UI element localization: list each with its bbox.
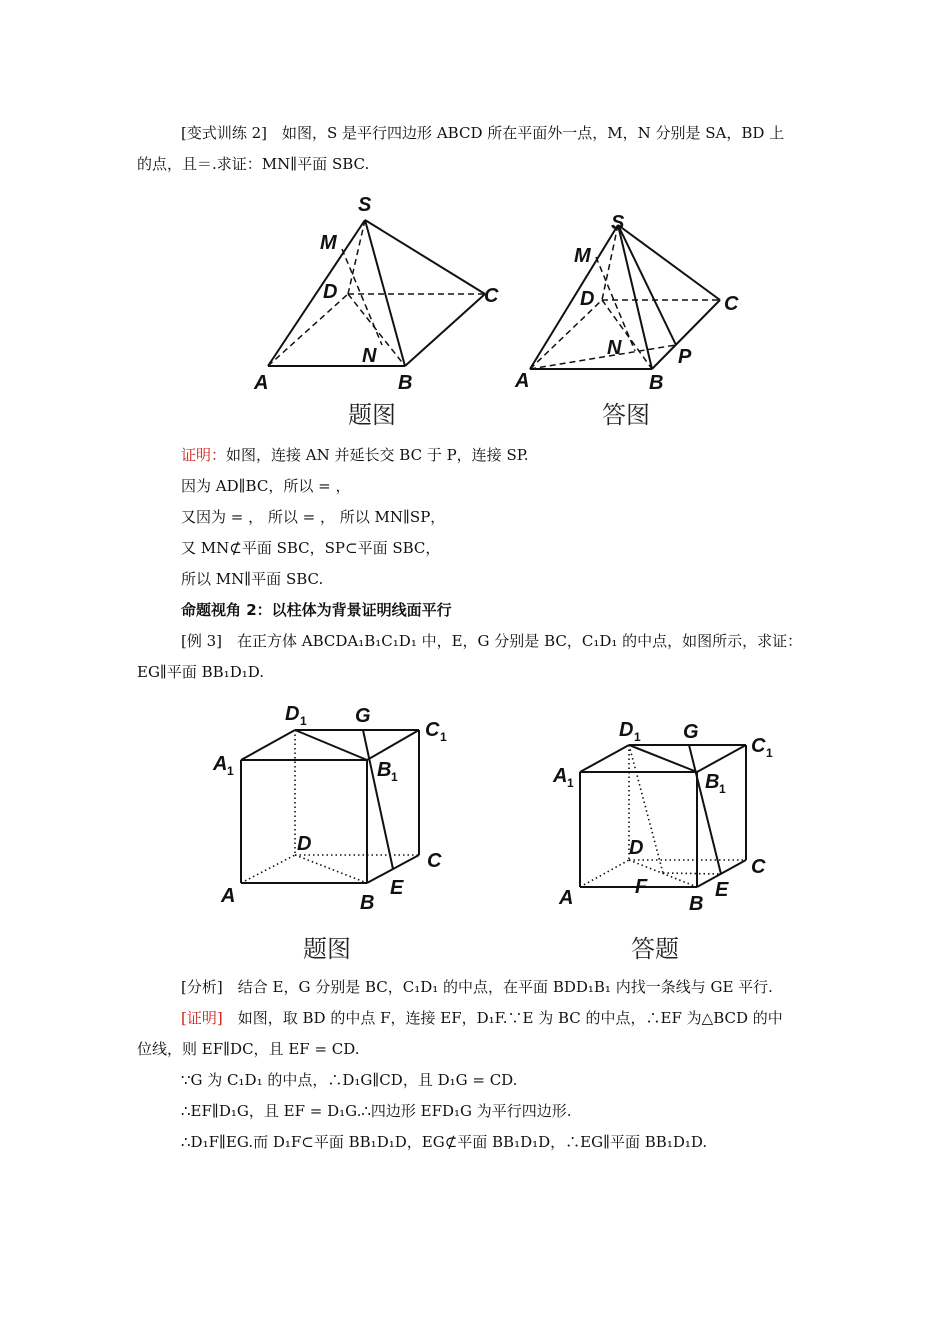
cube-answer-diagram (552, 719, 773, 963)
label-C1-answer-sub: 1 (766, 746, 773, 760)
label-C1-sub: 1 (440, 730, 447, 744)
label-A1-sub: 1 (227, 764, 234, 778)
proof2-line1 (181, 1008, 783, 1028)
label-D1-sub: 1 (300, 714, 307, 728)
proof2-line4: ∴EF∥D₁G，且 EF = D₁G.∴四边形 EFD₁G 为平行四边形. (181, 1102, 572, 1120)
label-B1-sub: 1 (391, 770, 398, 784)
cube-question-diagram (212, 703, 447, 963)
label-B-answer: B (649, 372, 664, 394)
label-M: M (320, 232, 337, 254)
proof2-text1: 如图，取 BD 的中点 F，连接 EF，D₁F.∵E 为 BC 的中点，∴EF 为△BCD 的中 (237, 1009, 783, 1027)
label-C-answer: C (751, 856, 766, 878)
label-B-answer: B (689, 893, 704, 915)
label-B1: B (377, 759, 392, 781)
label-A1-answer-sub: 1 (567, 776, 574, 790)
proof1-line3: 又因为 = ， 所以 = ， 所以 MN∥SP， (181, 508, 446, 526)
proof2-line5: ∴D₁F∥EG.而 D₁F⊂平面 BB₁D₁D，EG⊄平面 BB₁D₁D，∴EG∥平面 BB₁D₁D. (181, 1133, 708, 1151)
label-A1: A (213, 753, 228, 775)
label-B: B (360, 892, 375, 914)
proof2-label: [证明] (181, 1009, 223, 1027)
proof1-label: 证明： (181, 446, 227, 464)
label-D1-answer: D (619, 719, 634, 741)
label-G: G (355, 705, 371, 727)
pyramid-question-diagram (253, 194, 499, 429)
label-D: D (323, 281, 338, 303)
label-A: A (254, 372, 269, 394)
label-G-answer: G (683, 721, 699, 743)
pyramid-figure (230, 185, 790, 435)
analysis-label: [分析] (181, 978, 223, 996)
label-C1-answer: C (751, 735, 766, 757)
label-M-answer: M (574, 245, 591, 267)
label-B1-answer: B (705, 771, 720, 793)
label-D: D (297, 833, 312, 855)
label-A-answer: A (559, 887, 574, 909)
proof1-text1: 如图，连接 AN 并延长交 BC 于 P，连接 SP. (226, 446, 529, 464)
label-D1: D (285, 703, 300, 725)
label-C: C (427, 850, 442, 872)
label-B: B (398, 372, 413, 394)
label-P-answer: P (678, 346, 692, 368)
analysis-text: 结合 E，G 分别是 BC，C₁D₁ 的中点，在平面 BDD₁B₁ 内找一条线与 GE 平行. (237, 978, 773, 996)
proof1-line2: 因为 AD∥BC，所以 = ， (181, 477, 351, 495)
label-N: N (362, 345, 377, 367)
label-E-answer: E (715, 879, 729, 901)
label-F-answer: F (635, 876, 648, 898)
proof2-line3: ∵G 为 C₁D₁ 的中点，∴D₁G∥CD，且 D₁G = CD. (181, 1071, 518, 1089)
analysis-line (181, 977, 773, 997)
label-A: A (221, 885, 236, 907)
proof1-line1 (181, 445, 529, 465)
answer-figure-caption: 答图 (602, 401, 650, 429)
label-D-answer: D (629, 837, 644, 859)
cube-question-caption: 题图 (303, 935, 351, 963)
cube-answer-caption: 答题 (631, 935, 679, 963)
label-S: S (358, 194, 372, 216)
example3-line2: EG∥平面 BB₁D₁D. (137, 663, 264, 681)
question-figure-caption: 题图 (348, 401, 396, 429)
label-E: E (390, 877, 404, 899)
cube-figure (205, 700, 795, 970)
label-S-answer: S (611, 212, 625, 234)
proof1-line4: 又 MN⊄平面 SBC，SP⊂平面 SBC， (181, 539, 441, 557)
example3-line1: [例 3] 在正方体 ABCDA₁B₁C₁D₁ 中，E，G 分别是 BC，C₁D₁ 的中点，如图所示，求证： (181, 632, 803, 650)
label-D-answer: D (580, 288, 595, 310)
proof1-line5: 所以 MN∥平面 SBC. (181, 570, 324, 588)
label-D1-answer-sub: 1 (634, 730, 641, 744)
label-B1-answer-sub: 1 (719, 782, 726, 796)
pyramid-answer-diagram (514, 212, 739, 429)
label-A1-answer: A (553, 765, 568, 787)
proof2-line2: 位线，则 EF∥DC，且 EF = CD. (137, 1040, 360, 1058)
label-C: C (484, 285, 499, 307)
exercise2-line1: [变式训练 2] 如图，S 是平行四边形 ABCD 所在平面外一点，M，N 分别是 SA，BD 上 (181, 124, 785, 142)
label-N-answer: N (607, 337, 622, 359)
label-A-answer: A (515, 370, 530, 392)
label-C1: C (425, 719, 440, 741)
section2-heading: 命题视角 2：以柱体为背景证明线面平行 (181, 601, 452, 619)
exercise2-line2: 的点，且＝.求证：MN∥平面 SBC. (137, 155, 370, 173)
label-C-answer: C (724, 293, 739, 315)
